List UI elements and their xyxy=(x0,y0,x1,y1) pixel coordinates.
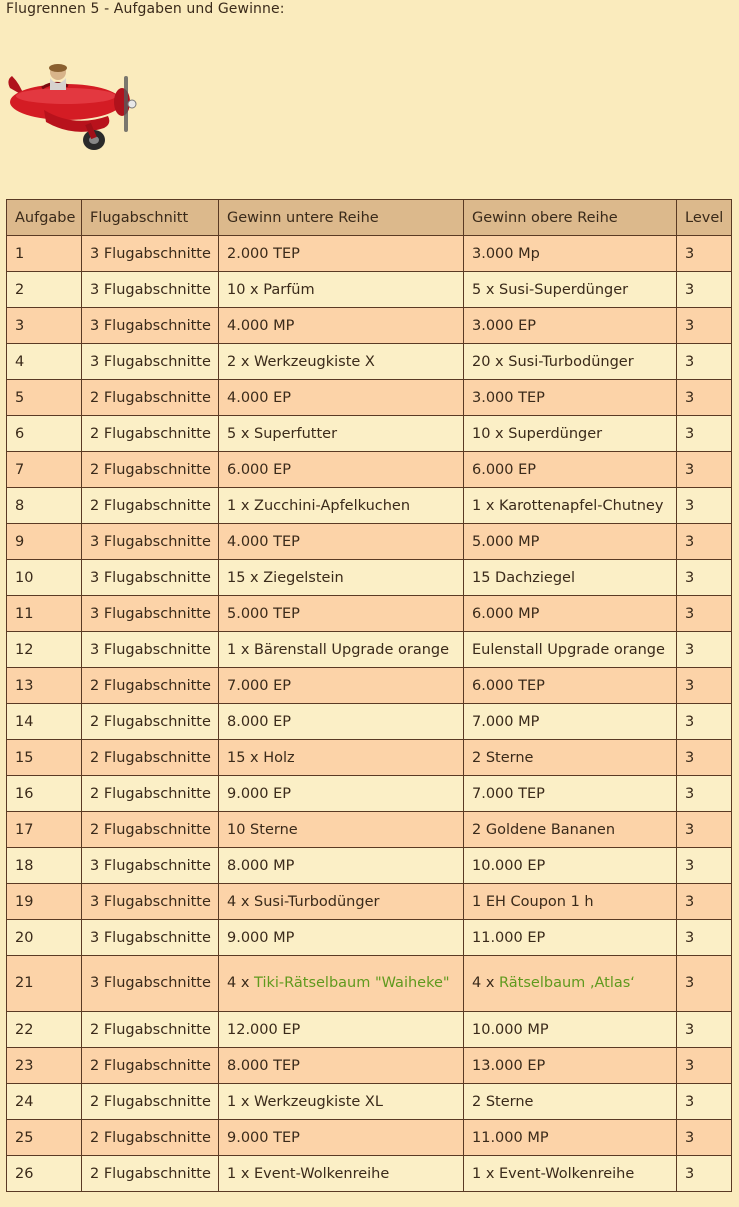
cell-gewinn-oben: 6.000 TEP xyxy=(464,668,677,704)
table-row xyxy=(7,1048,732,1084)
cell-flugabschnitt: 2 Flugabschnitte xyxy=(82,1048,219,1084)
table-row xyxy=(7,236,732,272)
cell-level: 3 xyxy=(677,812,732,848)
cell-level: 3 xyxy=(677,380,732,416)
cell-level: 3 xyxy=(677,848,732,884)
cell-gewinn-unten: 15 x Ziegelstein xyxy=(219,560,464,596)
cell-level: 3 xyxy=(677,884,732,920)
cell-aufgabe: 11 xyxy=(7,596,82,632)
cell-flugabschnitt: 2 Flugabschnitte xyxy=(82,380,219,416)
cell-gewinn-unten: 10 Sterne xyxy=(219,812,464,848)
table-row xyxy=(7,704,732,740)
cell-aufgabe: 6 xyxy=(7,416,82,452)
cell-gewinn-oben: 1 x Karottenapfel-Chutney xyxy=(464,488,677,524)
cell-gewinn-oben: 6.000 MP xyxy=(464,596,677,632)
cell-aufgabe: 2 xyxy=(7,272,82,308)
reward-prefix: 4 x xyxy=(227,975,255,991)
cell-level: 3 xyxy=(677,416,732,452)
raetselbaum-atlas-link[interactable]: Rätselbaum ‚Atlas‘ xyxy=(499,975,635,991)
table-row xyxy=(7,524,732,560)
cell-aufgabe: 16 xyxy=(7,776,82,812)
cell-aufgabe: 5 xyxy=(7,380,82,416)
cell-gewinn-oben: 1 x Event-Wolkenreihe xyxy=(464,1156,677,1192)
cell-level: 3 xyxy=(677,776,732,812)
cell-aufgabe: 12 xyxy=(7,632,82,668)
cell-gewinn-unten: 15 x Holz xyxy=(219,740,464,776)
cell-level: 3 xyxy=(677,1048,732,1084)
cell-aufgabe: 18 xyxy=(7,848,82,884)
table-row xyxy=(7,1012,732,1048)
table-row xyxy=(7,344,732,380)
red-propeller-airplane-icon xyxy=(4,58,144,154)
cell-gewinn-oben: 7.000 TEP xyxy=(464,776,677,812)
cell-flugabschnitt: 2 Flugabschnitte xyxy=(82,740,219,776)
cell-flugabschnitt: 2 Flugabschnitte xyxy=(82,1084,219,1120)
cell-gewinn-oben: 20 x Susi-Turbodünger xyxy=(464,344,677,380)
cell-level: 3 xyxy=(677,236,732,272)
table-row xyxy=(7,416,732,452)
cell-gewinn-unten: 1 x Event-Wolkenreihe xyxy=(219,1156,464,1192)
cell-gewinn-unten: 5.000 TEP xyxy=(219,596,464,632)
cell-gewinn-unten: 8.000 EP xyxy=(219,704,464,740)
cell-gewinn-unten: 9.000 TEP xyxy=(219,1120,464,1156)
cell-aufgabe: 20 xyxy=(7,920,82,956)
table-row xyxy=(7,956,732,1012)
cell-flugabschnitt: 2 Flugabschnitte xyxy=(82,704,219,740)
cell-gewinn-oben: 5.000 MP xyxy=(464,524,677,560)
table-row xyxy=(7,1120,732,1156)
cell-aufgabe: 23 xyxy=(7,1048,82,1084)
cell-flugabschnitt: 3 Flugabschnitte xyxy=(82,236,219,272)
cell-gewinn-unten: 8.000 TEP xyxy=(219,1048,464,1084)
cell-aufgabe: 15 xyxy=(7,740,82,776)
cell-flugabschnitt: 2 Flugabschnitte xyxy=(82,488,219,524)
table-row xyxy=(7,380,732,416)
cell-aufgabe: 26 xyxy=(7,1156,82,1192)
cell-gewinn-unten: 5 x Superfutter xyxy=(219,416,464,452)
cell-flugabschnitt: 3 Flugabschnitte xyxy=(82,308,219,344)
cell-aufgabe: 14 xyxy=(7,704,82,740)
cell-flugabschnitt: 3 Flugabschnitte xyxy=(82,560,219,596)
cell-gewinn-unten: 1 x Zucchini-Apfelkuchen xyxy=(219,488,464,524)
cell-gewinn-oben: 2 Sterne xyxy=(464,740,677,776)
table-row xyxy=(7,1084,732,1120)
table-row xyxy=(7,884,732,920)
cell-level: 3 xyxy=(677,956,732,1012)
cell-aufgabe: 8 xyxy=(7,488,82,524)
cell-level: 3 xyxy=(677,524,732,560)
cell-gewinn-unten: 12.000 EP xyxy=(219,1012,464,1048)
cell-level: 3 xyxy=(677,272,732,308)
cell-flugabschnitt: 2 Flugabschnitte xyxy=(82,668,219,704)
page-title: Flugrennen 5 - Aufgaben und Gewinne: xyxy=(6,1,285,17)
cell-aufgabe: 9 xyxy=(7,524,82,560)
cell-level: 3 xyxy=(677,488,732,524)
cell-gewinn-unten: 7.000 EP xyxy=(219,668,464,704)
tiki-raetselbaum-link[interactable]: Tiki-Rätselbaum "Waiheke" xyxy=(254,975,450,991)
cell-aufgabe: 21 xyxy=(7,956,82,1012)
cell-gewinn-unten: 4 x Susi-Turbodünger xyxy=(219,884,464,920)
header-flugabschnitt: Flugabschnitt xyxy=(82,200,219,236)
header-gewinn-obere-reihe: Gewinn obere Reihe xyxy=(464,200,677,236)
cell-gewinn-oben: 11.000 EP xyxy=(464,920,677,956)
cell-gewinn-unten: 2.000 TEP xyxy=(219,236,464,272)
cell-aufgabe: 22 xyxy=(7,1012,82,1048)
header-gewinn-untere-reihe: Gewinn untere Reihe xyxy=(219,200,464,236)
cell-level: 3 xyxy=(677,560,732,596)
cell-gewinn-oben: 3.000 EP xyxy=(464,308,677,344)
table-row xyxy=(7,668,732,704)
cell-gewinn-oben xyxy=(464,956,677,1012)
table-header-row xyxy=(7,200,732,236)
cell-flugabschnitt: 3 Flugabschnitte xyxy=(82,632,219,668)
cell-gewinn-oben: 2 Sterne xyxy=(464,1084,677,1120)
cell-gewinn-oben: 1 EH Coupon 1 h xyxy=(464,884,677,920)
table-row xyxy=(7,848,732,884)
cell-gewinn-oben: 2 Goldene Bananen xyxy=(464,812,677,848)
cell-gewinn-oben: 10.000 MP xyxy=(464,1012,677,1048)
cell-gewinn-unten: 1 x Werkzeugkiste XL xyxy=(219,1084,464,1120)
cell-level: 3 xyxy=(677,1084,732,1120)
cell-flugabschnitt: 3 Flugabschnitte xyxy=(82,956,219,1012)
cell-flugabschnitt: 2 Flugabschnitte xyxy=(82,776,219,812)
cell-flugabschnitt: 3 Flugabschnitte xyxy=(82,344,219,380)
table-row xyxy=(7,1156,732,1192)
cell-aufgabe: 13 xyxy=(7,668,82,704)
cell-gewinn-unten xyxy=(219,956,464,1012)
table-row xyxy=(7,920,732,956)
cell-gewinn-unten: 4.000 MP xyxy=(219,308,464,344)
cell-flugabschnitt: 2 Flugabschnitte xyxy=(82,1156,219,1192)
table-row xyxy=(7,560,732,596)
cell-flugabschnitt: 2 Flugabschnitte xyxy=(82,452,219,488)
cell-flugabschnitt: 2 Flugabschnitte xyxy=(82,1012,219,1048)
cell-gewinn-oben: 3.000 TEP xyxy=(464,380,677,416)
cell-flugabschnitt: 3 Flugabschnitte xyxy=(82,920,219,956)
cell-gewinn-oben: 11.000 MP xyxy=(464,1120,677,1156)
cell-level: 3 xyxy=(677,308,732,344)
cell-aufgabe: 19 xyxy=(7,884,82,920)
cell-gewinn-unten: 2 x Werkzeugkiste X xyxy=(219,344,464,380)
header-aufgabe: Aufgabe xyxy=(7,200,82,236)
cell-gewinn-oben: 3.000 Mp xyxy=(464,236,677,272)
table-row xyxy=(7,812,732,848)
cell-level: 3 xyxy=(677,704,732,740)
cell-flugabschnitt: 2 Flugabschnitte xyxy=(82,1120,219,1156)
cell-gewinn-unten: 4.000 TEP xyxy=(219,524,464,560)
table-row xyxy=(7,740,732,776)
cell-level: 3 xyxy=(677,596,732,632)
cell-aufgabe: 10 xyxy=(7,560,82,596)
table-row xyxy=(7,776,732,812)
table-row xyxy=(7,596,732,632)
cell-flugabschnitt: 3 Flugabschnitte xyxy=(82,272,219,308)
cell-gewinn-oben: 5 x Susi-Superdünger xyxy=(464,272,677,308)
cell-gewinn-unten: 6.000 EP xyxy=(219,452,464,488)
cell-flugabschnitt: 2 Flugabschnitte xyxy=(82,416,219,452)
cell-flugabschnitt: 2 Flugabschnitte xyxy=(82,812,219,848)
cell-flugabschnitt: 3 Flugabschnitte xyxy=(82,848,219,884)
cell-level: 3 xyxy=(677,1120,732,1156)
cell-aufgabe: 17 xyxy=(7,812,82,848)
cell-gewinn-oben: 7.000 MP xyxy=(464,704,677,740)
cell-aufgabe: 24 xyxy=(7,1084,82,1120)
cell-gewinn-unten: 10 x Parfüm xyxy=(219,272,464,308)
cell-gewinn-oben: 13.000 EP xyxy=(464,1048,677,1084)
cell-level: 3 xyxy=(677,344,732,380)
cell-gewinn-oben: 10 x Superdünger xyxy=(464,416,677,452)
cell-level: 3 xyxy=(677,632,732,668)
cell-gewinn-unten: 1 x Bärenstall Upgrade orange xyxy=(219,632,464,668)
cell-aufgabe: 1 xyxy=(7,236,82,272)
cell-aufgabe: 3 xyxy=(7,308,82,344)
cell-aufgabe: 7 xyxy=(7,452,82,488)
cell-flugabschnitt: 3 Flugabschnitte xyxy=(82,524,219,560)
cell-gewinn-oben: 6.000 EP xyxy=(464,452,677,488)
cell-gewinn-oben: Eulenstall Upgrade orange xyxy=(464,632,677,668)
cell-gewinn-unten: 9.000 MP xyxy=(219,920,464,956)
cell-level: 3 xyxy=(677,740,732,776)
table-row xyxy=(7,308,732,344)
cell-level: 3 xyxy=(677,920,732,956)
cell-gewinn-oben: 10.000 EP xyxy=(464,848,677,884)
cell-aufgabe: 25 xyxy=(7,1120,82,1156)
rewards-table xyxy=(6,199,732,1192)
cell-level: 3 xyxy=(677,452,732,488)
cell-flugabschnitt: 3 Flugabschnitte xyxy=(82,596,219,632)
cell-level: 3 xyxy=(677,1156,732,1192)
table-row xyxy=(7,632,732,668)
cell-gewinn-unten: 8.000 MP xyxy=(219,848,464,884)
table-row xyxy=(7,272,732,308)
table-row xyxy=(7,488,732,524)
cell-gewinn-unten: 9.000 EP xyxy=(219,776,464,812)
cell-aufgabe: 4 xyxy=(7,344,82,380)
cell-gewinn-unten: 4.000 EP xyxy=(219,380,464,416)
header-level: Level xyxy=(677,200,732,236)
cell-gewinn-oben: 15 Dachziegel xyxy=(464,560,677,596)
table-row xyxy=(7,452,732,488)
cell-level: 3 xyxy=(677,1012,732,1048)
reward-prefix: 4 x xyxy=(472,975,500,991)
cell-flugabschnitt: 3 Flugabschnitte xyxy=(82,884,219,920)
cell-level: 3 xyxy=(677,668,732,704)
